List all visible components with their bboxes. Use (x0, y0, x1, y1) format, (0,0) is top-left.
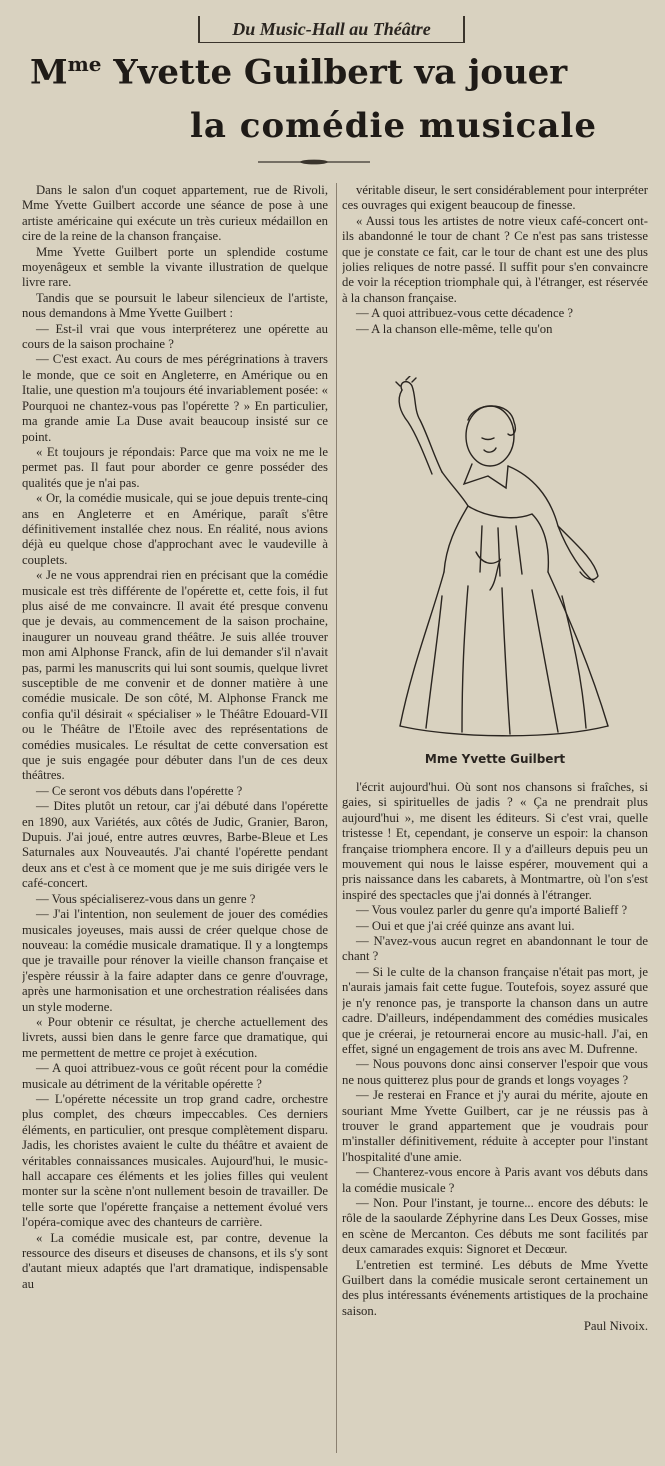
headline-superscript: me (67, 52, 102, 76)
paragraph: « Je ne vous apprendrai rien en précisant que la comédie musicale est très différente de l'opérette et, cette fois, il fut plus aisé de me convaincre. Il avait été presque convenu que je devais, au commencement de la saison prochaine, inaugurer un nouveau grand théâtre. Je suis allée trouver mon ami Alphonse Franck, afin de lui demander s'il n'avait pas, parmi les manuscrits qui lui sont soumis, quelque livret susceptible de me convenir et de donner matière à une comédie musicale. De son côté, M. Alphonse Franck me confia qu'il désirait « spécialiser » le Théâtre Edouard-VII ou le Théâtre de l'Etoile avec des représentations de comédies musicales. Le résultat de cette conversation est que je suis engagée pour débuter dans l'un de ces deux théâtres. (22, 568, 328, 783)
paragraph: Mme Yvette Guilbert porte un splendide costume moyenâgeux et semble la vivante illustration de quelque livre rare. (22, 244, 328, 290)
paragraph: — L'opérette nécessite un trop grand cadre, orchestre plus complet, des chœurs impeccables. Ces derniers éléments, en particulier, ont presque complètement disparu. Jadis, les choristes avaient le culte du théâtre et avaient de véritables connaissances musicales. Aujourd'hui, le music-hall accapare ces éléments et les jolies filles qui veulent monter sur la scène n'ont nullement besoin de travailler. De telle sorte que l'opérette française a nettement évolué vers l'opéra-comique avec des chanteurs de carrière. (22, 1091, 328, 1230)
author-signature: Paul Nivoix. (583, 1319, 648, 1334)
article-right-column-top (342, 183, 648, 375)
paragraph: — Dites plutôt un retour, car j'ai débuté dans l'opérette en 1890, aux Variétés, aux côtés de Judic, Granier, Baron, Dupuis. J'ai joué, entre autres œuvres, Barbe-Bleue et Les Saturnales aux Nouveautés. J'ai chanté l'opérette pendant deux ans et c'est à ce moment que je me suis dirigée vers le café-concert. (22, 799, 328, 891)
paragraph: — Est-il vrai que vous interpréterez une opérette au cours de la saison prochaine ? (22, 321, 328, 352)
section-rubric: Du Music-Hall au Théâtre (198, 16, 465, 43)
paragraph: « Pour obtenir ce résultat, je cherche actuellement des livrets, aussi bien dans le genre farce que dramatique, qui me permettent de mettre ce projet à exécution. (22, 1014, 328, 1060)
paragraph: Tandis que se poursuit le labeur silencieux de l'artiste, nous demandons à Mme Yvette Guilbert : (22, 290, 328, 321)
column-divider (336, 183, 337, 1453)
paragraph: véritable diseur, le sert considérablement pour interpréter ces ouvrages qui exigent beaucoup de finesse. (342, 183, 648, 213)
paragraph: L'entretien est terminé. Les débuts de Mme Yvette Guilbert dans la comédie musicale seront certainement un des plus intéressants événements artistiques de la prochaine saison. (342, 1257, 648, 1318)
paragraph: — N'avez-vous aucun regret en abandonnant le tour de chant ? (342, 934, 648, 964)
paragraph: — J'ai l'intention, non seulement de jouer des comédies musicales joyeuses, mais aussi de créer quelque chose de nouveau: la comédie musicale dramatique. Il y a longtemps que je travaille pour rénover la vieille chanson française et j'espère réussir à la faire adapter dans ce genre d'ouvrage, après une harmonisation et une orchestration réalisées dans un style moderne. (22, 907, 328, 1014)
paragraph: « Or, la comédie musicale, qui se joue depuis trente-cinq ans en Angleterre et en Amérique, paraît s'être définitivement installée chez nous. En réalité, nous avions déjà eu quelque chose d'approchant avec le vaudeville à couplets. (22, 491, 328, 567)
figure-caption: Mme Yvette Guilbert (424, 752, 566, 766)
paragraph: « La comédie musicale est, par contre, devenue la ressource des diseurs et diseuses de chansons, et ils s'y sont d'autant mieux adaptés que l'art dramatique, indispensable au (22, 1230, 328, 1291)
paragraph: — Vous spécialiserez-vous dans un genre ? (36, 891, 256, 906)
paragraph: — Vous voulez parler du genre qu'a importé Balieff ? (356, 903, 628, 918)
article-left-column (22, 183, 328, 1458)
paragraph: — Je resterai en France et j'y aurai du mérite, ajoute en souriant Mme Yvette Guilbert, car je ne réussis pas à trouver le grand appartement que je voudrais pour m'installer définitivement, réduite à accepter pour l'instant l'hospitalité d'une amie. (342, 1088, 648, 1164)
headline-line-2: la comédie musicale (190, 106, 597, 146)
headline-ornament-rule (258, 159, 370, 165)
paragraph: — Nous pouvons donc ainsi conserver l'espoir que vous ne nous quitterez plus pour de grands et longs voyages ? (342, 1057, 648, 1087)
article-right-column-bottom (342, 780, 648, 1452)
paragraph: — Oui et que j'ai créé quinze ans avant lui. (356, 918, 575, 933)
paragraph: « Aussi tous les artistes de notre vieux café-concert ont-ils abandonné le tour de chant ? Ce n'est pas sans tristesse que je constate ce fait, car le tour de chant est une des plus jolies reliques de notre passé. Il suffit pour s'en convaincre de voir la réception triomphale qui, à l'étranger, est réservée à la chanson française. (342, 213, 648, 305)
paragraph: — Non. Pour l'instant, je tourne... encore des débuts: le rôle de la saoularde Zéphyrine dans Les Deux Gosses, mise en scène de Mercanton. Ces débuts me sont facilités par deux camarades exquis: Signoret et Decœur. (342, 1195, 648, 1257)
paragraph: — Ce seront vos débuts dans l'opérette ? (36, 783, 243, 798)
paragraph: — Si le culte de la chanson française n'était pas mort, je n'aurais jamais fait cette fugue. Toutefois, soyez assuré que je n'y renonce pas, je transporte la chanson dans un autre cadre. D'ailleurs, indépendamment des comédies musicales que je créerai, je retournerai encore au music-hall. J'ai, en effet, signé un engagement de trois ans avec M. Dufrenne. (342, 964, 648, 1056)
headline-line-1 (30, 52, 665, 92)
paragraph: — A quoi attribuez-vous ce goût récent pour la comédie musicale au détriment de la véritable opérette ? (22, 1061, 328, 1091)
paragraph: l'écrit aujourd'hui. Où sont nos chansons si fraîches, si gaies, si spirituelles de jadis ? « Ça ne prendrait plus aujourd'hui », me disent les éditeurs. Si c'est vrai, quelle tristesse ! Et, cependant, je conserve un espoir: la chanson française triomphera encore. Il y a d'ailleurs depuis peu un mouvement qui nous le laisse espérer, mouvement qui a pris naissance dans les cabarets, à Montmartre, où l'on s'est inspiré des spectacles que j'ai donnés à l'étranger. (342, 780, 648, 902)
yvette-guilbert-illustration (372, 376, 634, 748)
headline-line-1-text: Yvette Guilbert va jouer (101, 52, 568, 93)
paragraph: — Chanterez-vous encore à Paris avant vos débuts dans la comédie musicale ? (342, 1165, 648, 1195)
paragraph: « Et toujours je répondais: Parce que ma voix ne me le permet pas. Il faut pour aborder ce genre posséder des qualités que je n'ai pas. (22, 444, 328, 490)
paragraph: — A la chanson elle-même, telle qu'on (356, 321, 553, 336)
headline-prefix: M (30, 52, 68, 93)
paragraph: — C'est exact. Au cours de mes pérégrinations à travers le monde, que ce soit en Angleterre, en Amérique ou en Italie, une question m'a toujours été invariablement posée: « Pourquoi ne chantez-vous pas l'opérette ? » En particulier, ma grande amie La Duse avait beaucoup insisté sur ce point. (22, 352, 328, 444)
paragraph: Dans le salon d'un coquet appartement, rue de Rivoli, Mme Yvette Guilbert accorde une séance de pose à une artiste américaine qui exécute un très curieux médaillon en cire de la reine de la chanson française. (22, 183, 328, 244)
paragraph: — A quoi attribuez-vous cette décadence ? (356, 306, 574, 321)
